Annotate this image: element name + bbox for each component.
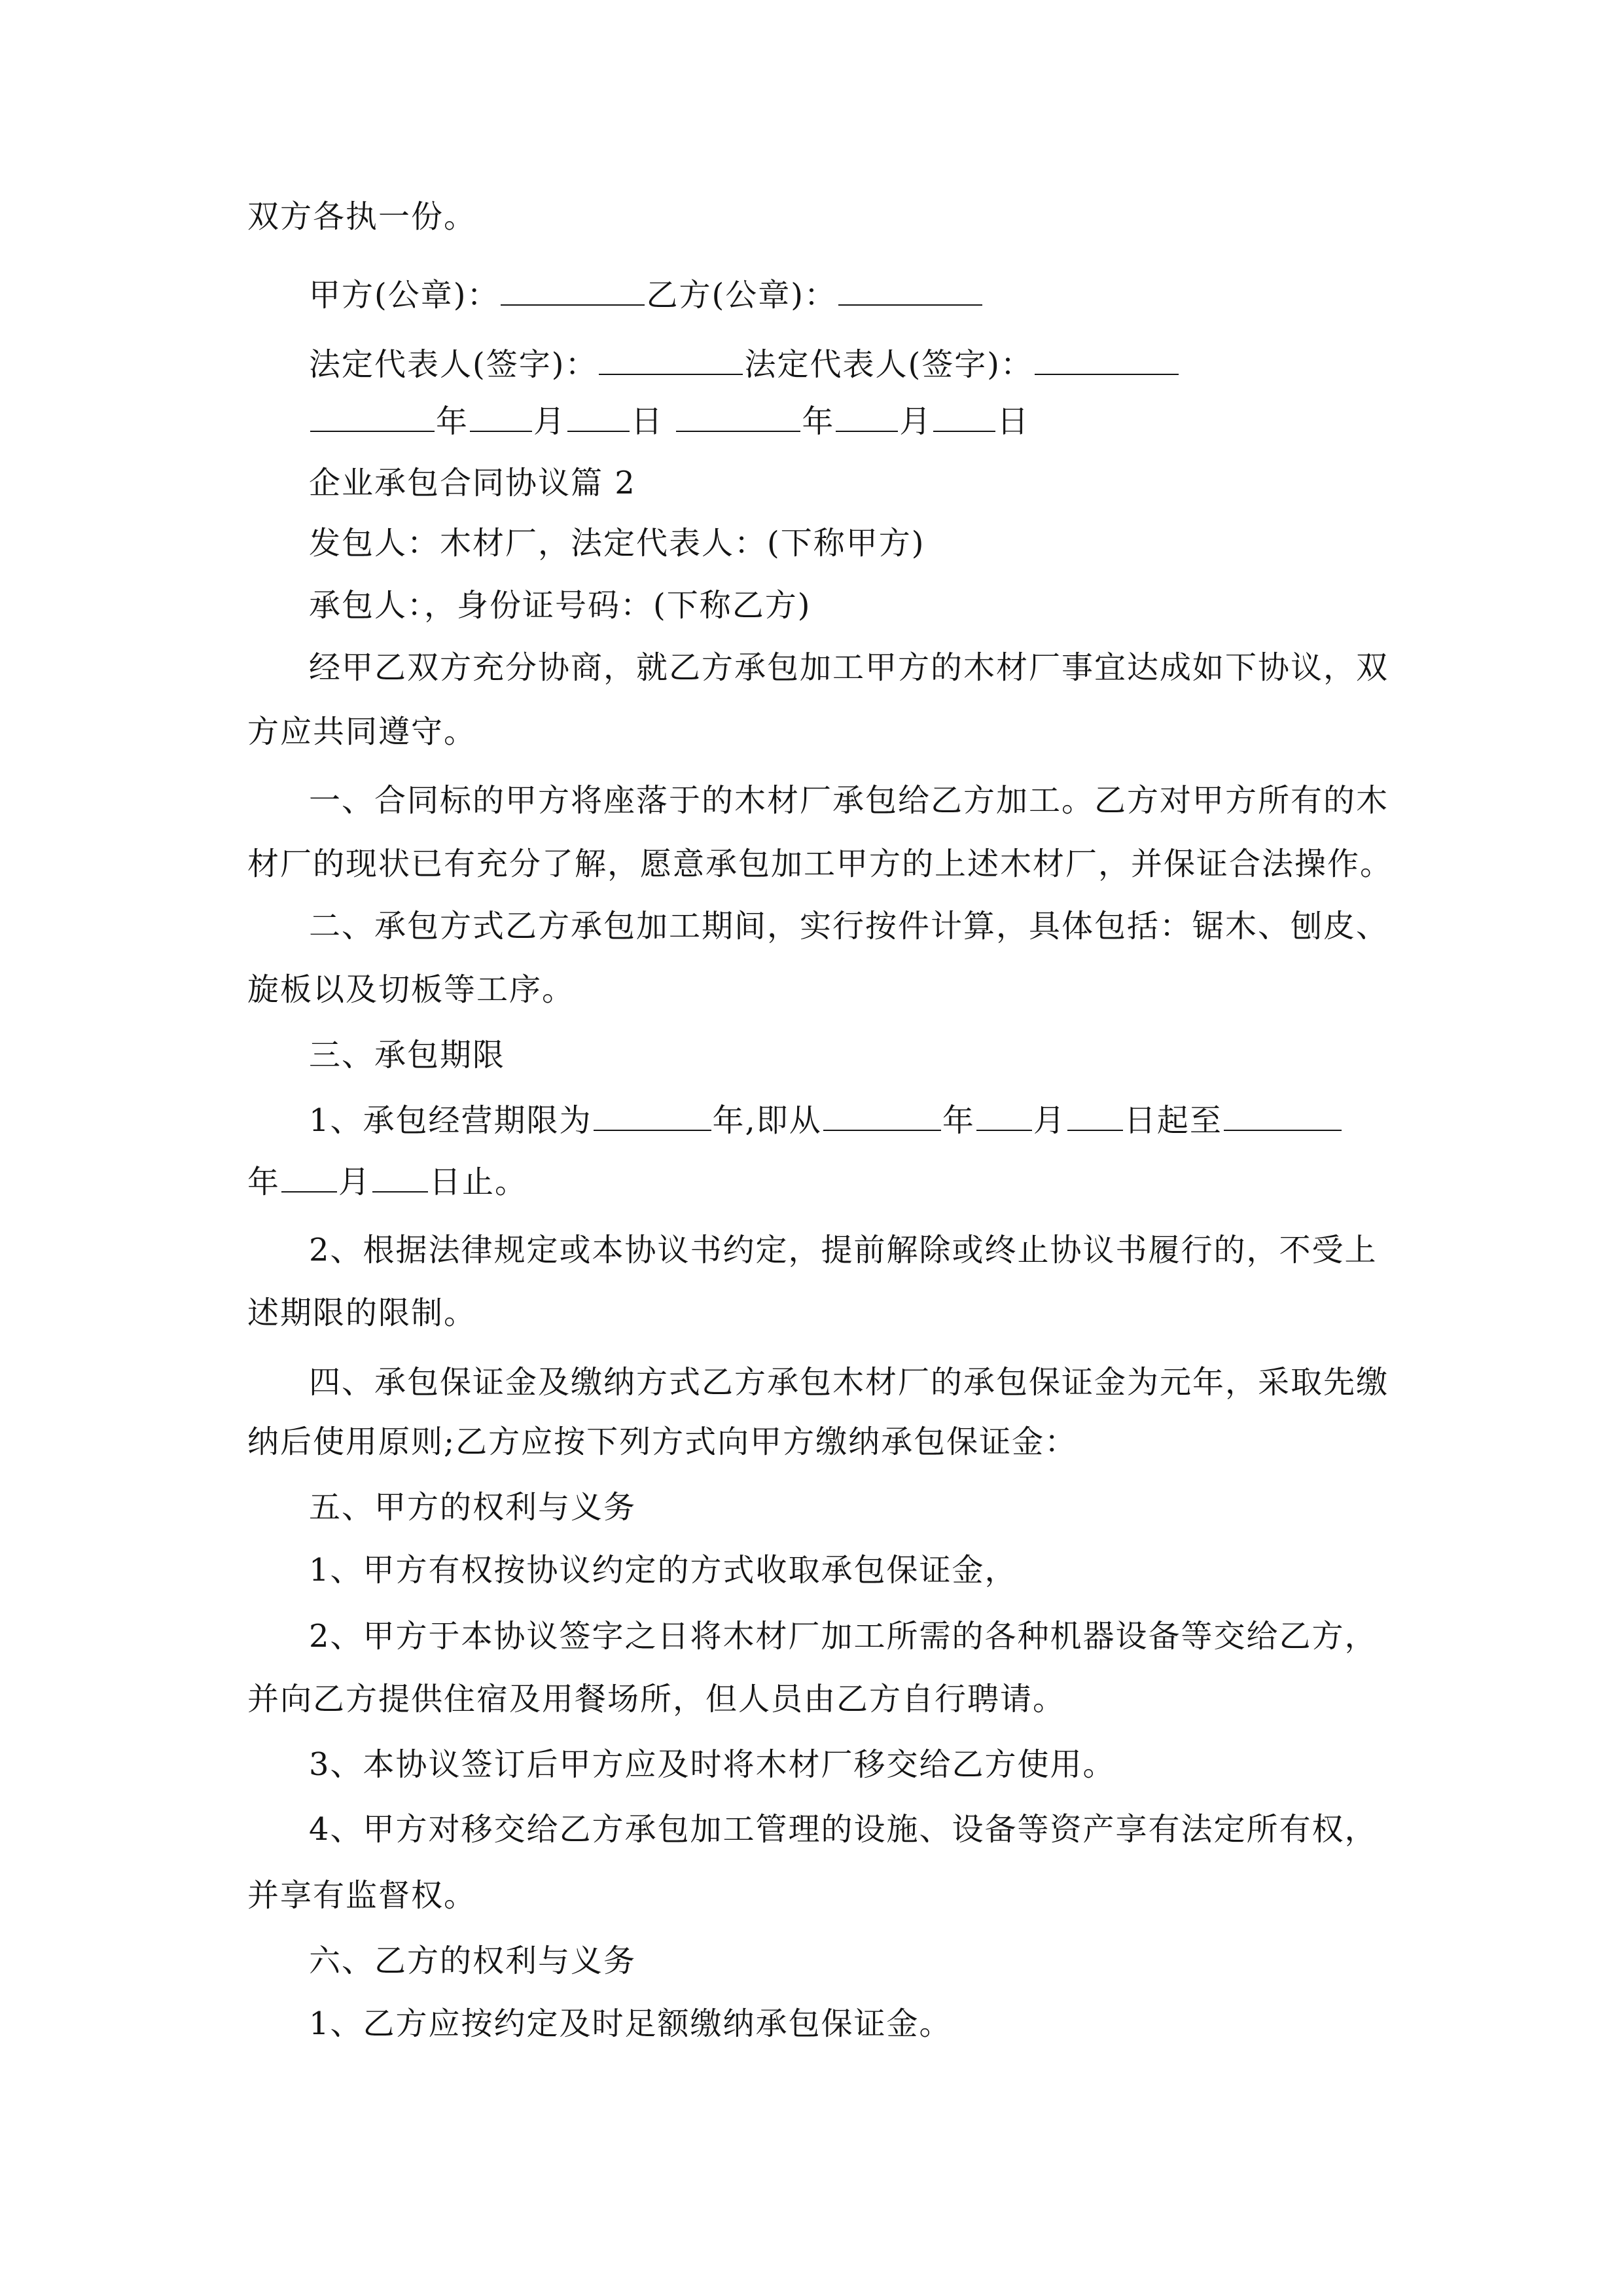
text-line: 双方各执一份。 <box>247 198 477 235</box>
blank-field <box>836 401 898 432</box>
blank-field <box>310 401 435 432</box>
text-line: 2、根据法律规定或本协议书约定，提前解除或终止协议书履行的，不受上 <box>309 1232 1378 1268</box>
text-line: 发包人：木材厂，法定代表人：(下称甲方) <box>309 525 925 562</box>
blank-field <box>1035 344 1179 375</box>
blank-field <box>1067 1100 1123 1131</box>
blank-field <box>676 401 800 432</box>
text-line: 4、甲方对移交给乙方承包加工管理的设施、设备等资产享有法定所有权， <box>309 1811 1378 1848</box>
blank-field <box>372 1161 428 1193</box>
text-line: 1、甲方有权按协议约定的方式收取承包保证金， <box>309 1552 1018 1588</box>
blank-field <box>567 401 630 432</box>
text-line: 并向乙方提供住宿及用餐场所，但人员由乙方自行聘请。 <box>247 1681 1066 1717</box>
blank-field <box>470 401 532 432</box>
blank-field <box>823 1100 941 1131</box>
text-line: 2、甲方于本协议签字之日将木材厂加工所需的各种机器设备等交给乙方， <box>309 1618 1378 1655</box>
text-line: 二、承包方式乙方承包加工期间，实行按件计算，具体包括：锯木、刨皮、 <box>309 908 1389 944</box>
text-line: 1、乙方应按约定及时足额缴纳承包保证金。 <box>309 2005 952 2042</box>
text-line: 材厂的现状已有充分了解，愿意承包加工甲方的上述木材厂，并保证合法操作。 <box>247 846 1393 882</box>
blank-field <box>838 274 982 306</box>
blank-field <box>933 401 995 432</box>
text-line: 四、承包保证金及缴纳方式乙方承包木材厂的承包保证金为元年，采取先缴 <box>309 1364 1389 1401</box>
section-heading: 三、承包期限 <box>309 1037 506 1073</box>
text-line: 纳后使用原则;乙方应按下列方式向甲方缴纳承包保证金： <box>247 1424 1078 1460</box>
blank-field <box>501 274 645 306</box>
text-line: 旋板以及切板等工序。 <box>247 971 575 1008</box>
term-line: 1、承包经营期限为 年,即从 年 月 日起至 <box>309 1100 1343 1139</box>
text-line: 述期限的限制。 <box>247 1295 477 1331</box>
blank-field <box>594 1100 711 1131</box>
text-line: 一、合同标的甲方将座落于的木材厂承包给乙方加工。乙方对甲方所有的木 <box>309 782 1389 819</box>
text-line: 方应共同遵守。 <box>247 713 477 750</box>
signature-line-company-seal: 甲方(公章)： 乙方(公章)： <box>309 274 984 314</box>
text-line: 承包人：，身份证号码：(下称乙方) <box>309 587 812 624</box>
section-title: 企业承包合同协议篇 2 <box>309 465 636 501</box>
blank-field <box>281 1161 337 1193</box>
text-line: 经甲乙双方充分协商，就乙方承包加工甲方的木材厂事宜达成如下协议，双 <box>309 649 1389 686</box>
text-line: 并享有监督权。 <box>247 1877 477 1914</box>
section-heading: 五、甲方的权利与义务 <box>309 1489 637 1526</box>
text-line: 3、本协议签订后甲方应及时将木材厂移交给乙方使用。 <box>309 1746 1116 1783</box>
blank-field <box>976 1100 1032 1131</box>
signature-date-line: 年 月 日 年 月 日 <box>309 401 1029 440</box>
signature-line-legal-representative: 法定代表人(签字)： 法定代表人(签字)： <box>309 344 1180 383</box>
term-line: 年 月 日止。 <box>247 1161 527 1200</box>
blank-field <box>599 344 743 375</box>
section-heading: 六、乙方的权利与义务 <box>309 1943 637 1979</box>
blank-field <box>1224 1100 1342 1131</box>
